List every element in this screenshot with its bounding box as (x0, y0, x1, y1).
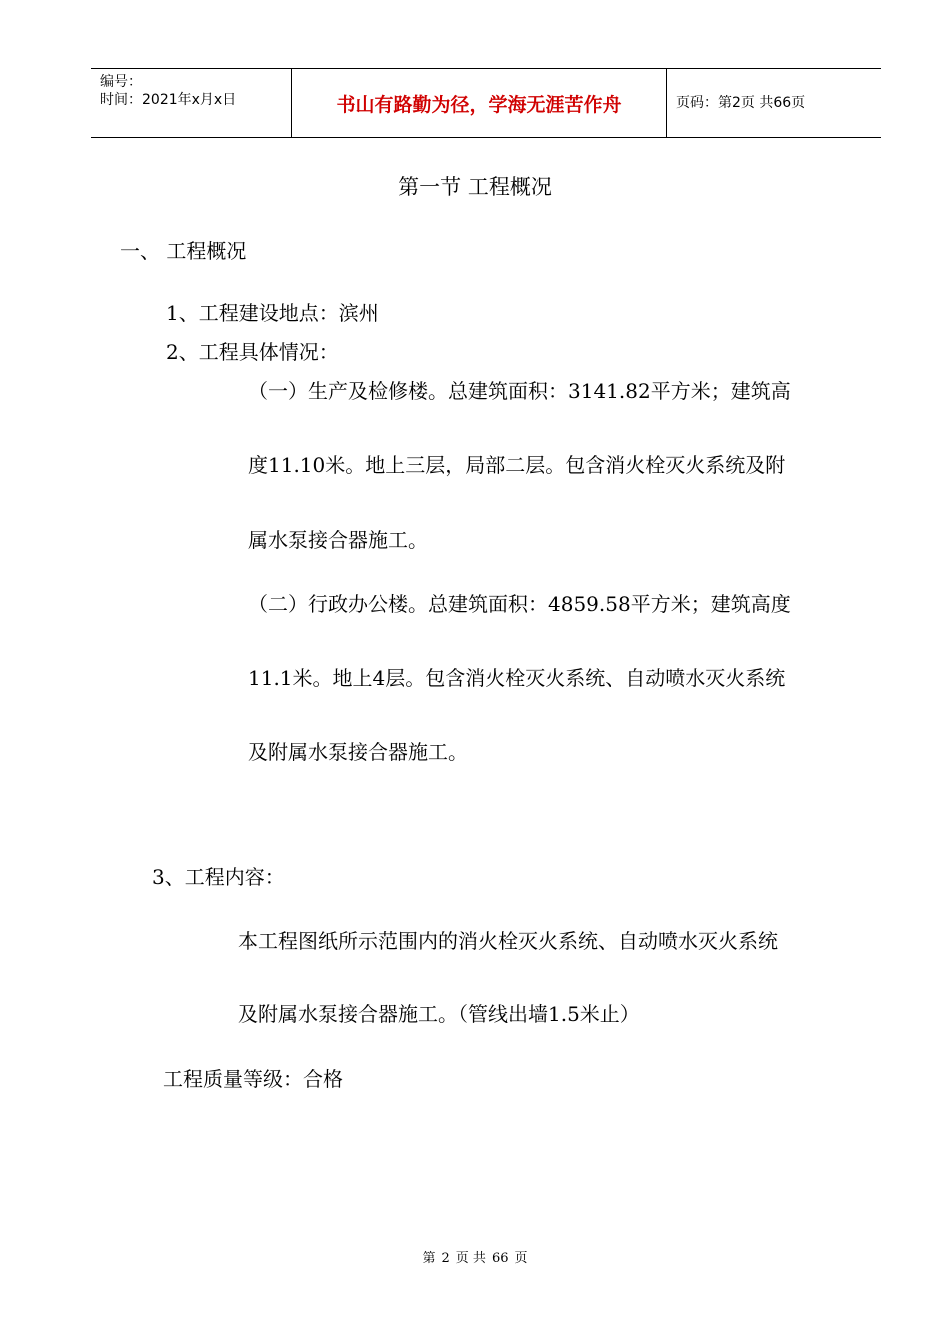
footer-last: 页 (514, 1251, 528, 1266)
content-line-1: 本工程图纸所示范围内的消火栓灭火系统、自动喷水灭火系统 (238, 929, 778, 953)
content-line-2: 及附属水泵接合器施工。（管线出墙1.5米止） (238, 1002, 640, 1026)
building2-line-3: 及附属水泵接合器施工。 (248, 740, 468, 764)
code-label: 编号： (100, 74, 142, 90)
header-motto: 书山有路勤为径，学海无涯苦作舟 (336, 94, 622, 116)
heading: 一、 工程概况 (120, 239, 247, 263)
header-motto-cell (291, 69, 667, 137)
header-page-info: 页码：第2页 共66页 (676, 95, 806, 111)
footer-total-pages: 66 (491, 1251, 509, 1266)
section-title: 第一节 工程概况 (398, 175, 552, 199)
building2-line-1: （二）行政办公楼。总建筑面积：4859.58平方米；建筑高度 (248, 592, 791, 616)
quality-line: 工程质量等级：合格 (163, 1067, 343, 1091)
location-line: 1、工程建设地点：滨州 (166, 301, 379, 325)
building2-line-2: 11.1米。地上4层。包含消火栓灭火系统、自动喷水灭火系统 (248, 666, 786, 690)
header-meta-cell (91, 69, 291, 137)
details-label: 2、工程具体情况： (166, 340, 339, 364)
time-label: 时间：2021年x月x日 (100, 92, 237, 108)
building1-line-1: （一）生产及检修楼。总建筑面积：3141.82平方米；建筑高 (248, 379, 791, 403)
footer-page-number: 2 (441, 1251, 450, 1266)
content-label: 3、工程内容： (152, 865, 285, 889)
footer-first: 第 (422, 1251, 436, 1266)
page-header (91, 68, 881, 138)
building1-line-3: 属水泵接合器施工。 (248, 528, 428, 552)
building1-line-2: 度11.10米。地上三层，局部二层。包含消火栓灭火系统及附 (248, 453, 786, 477)
header-page-cell (666, 69, 881, 137)
page-footer (0, 1247, 950, 1266)
footer-mid: 页 共 (455, 1251, 486, 1266)
